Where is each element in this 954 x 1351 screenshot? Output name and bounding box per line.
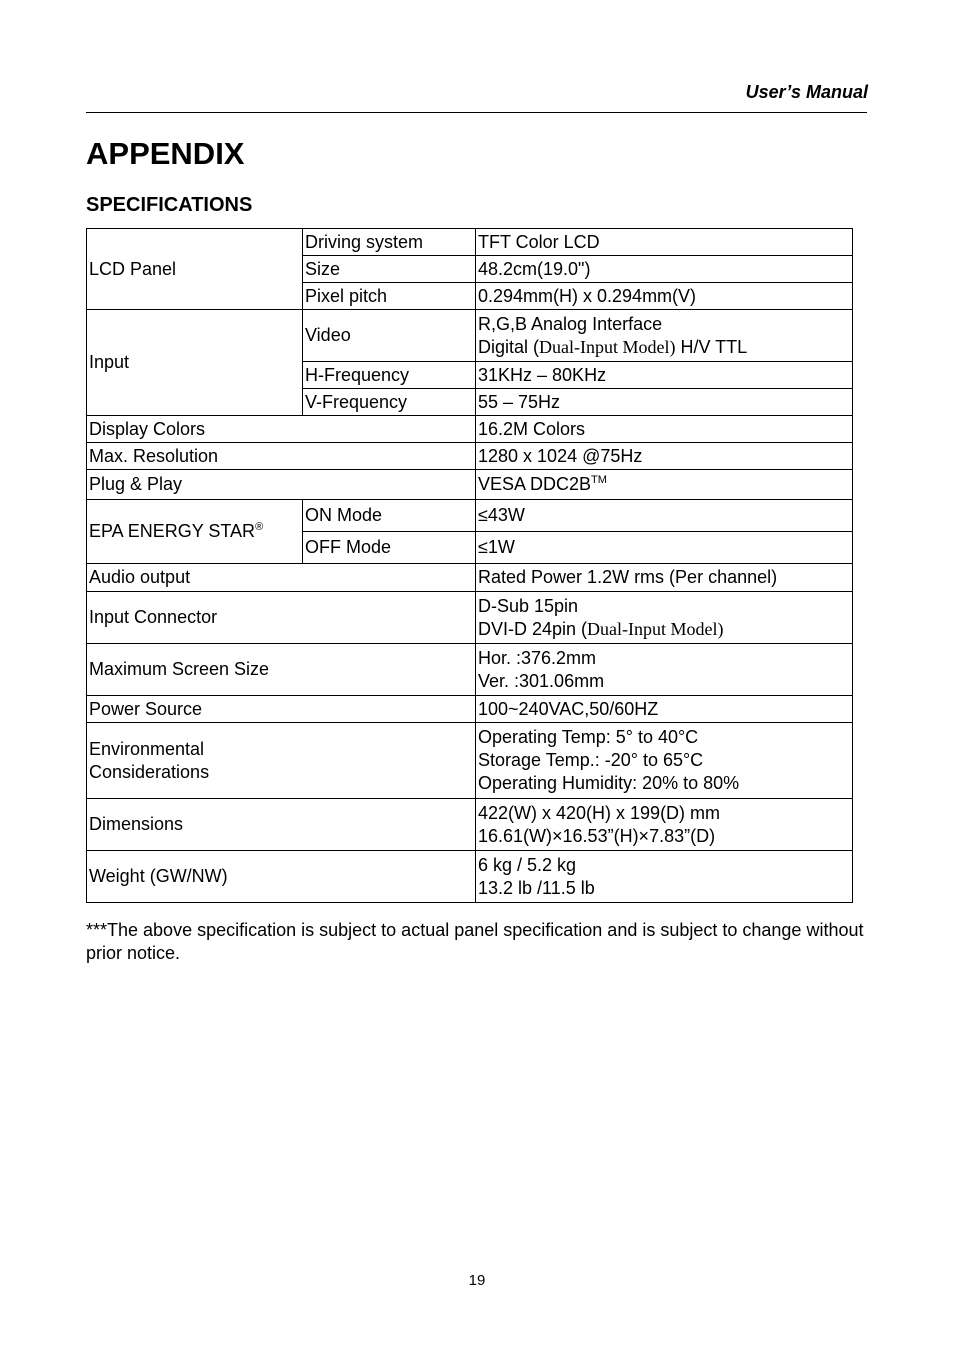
trademark-mark: TM xyxy=(591,474,607,486)
specifications-table xyxy=(86,228,853,903)
value-audio-output: Rated Power 1.2W rms (Per channel) xyxy=(476,564,853,592)
value-weight xyxy=(476,851,853,903)
row-label-plug-play: Plug & Play xyxy=(87,470,476,500)
value-video-line2-prefix: Digital ( xyxy=(478,336,540,357)
table-row xyxy=(87,229,853,256)
value-environmental-line3: Operating Humidity: 20% to 80% xyxy=(478,773,740,793)
table-row xyxy=(87,310,853,362)
table-row xyxy=(87,696,853,723)
footnote-text: The above specification is subject to actual panel specification and is subject to change without prior notice. xyxy=(86,920,864,963)
table-row xyxy=(87,470,853,500)
value-pixel-pitch: 0.294mm(H) x 0.294mm(V) xyxy=(476,283,853,310)
sub-label-video: Video xyxy=(303,310,476,362)
value-max-screen-size xyxy=(476,644,853,696)
sub-label-on-mode: ON Mode xyxy=(303,500,476,532)
section-title: SPECIFICATIONS xyxy=(86,194,253,216)
sub-label-driving-system: Driving system xyxy=(303,229,476,256)
sub-label-h-frequency: H-Frequency xyxy=(303,362,476,389)
value-plug-play xyxy=(476,470,853,500)
header-divider xyxy=(86,112,867,113)
value-max-screen-size-line2: Ver. :301.06mm xyxy=(478,670,605,691)
value-video-line1: R,G,B Analog Interface xyxy=(478,313,663,334)
value-input-connector-line2-prefix: DVI-D 24pin ( xyxy=(478,618,588,639)
value-video-line2-model: Dual-Input Model) xyxy=(539,336,676,357)
row-label-max-resolution: Max. Resolution xyxy=(87,443,476,470)
value-display-colors: 16.2M Colors xyxy=(476,416,853,443)
sub-label-size: Size xyxy=(303,256,476,283)
value-h-frequency: 31KHz – 80KHz xyxy=(476,362,853,389)
value-environmental xyxy=(476,723,853,799)
sub-label-off-mode: OFF Mode xyxy=(303,532,476,564)
table-row xyxy=(87,799,853,851)
value-on-mode: ≤43W xyxy=(476,500,853,532)
value-input-connector-line2-model: Dual-Input Model) xyxy=(587,618,724,639)
row-label-max-screen-size: Maximum Screen Size xyxy=(87,644,476,696)
row-label-environmental-line2: Considerations xyxy=(89,761,210,782)
value-video-line2-suffix: H/V TTL xyxy=(675,336,748,357)
value-video xyxy=(476,310,853,362)
value-driving-system: TFT Color LCD xyxy=(476,229,853,256)
row-label-environmental xyxy=(87,723,476,799)
page-title: APPENDIX xyxy=(86,136,245,171)
table-row xyxy=(87,564,853,592)
value-weight-line2: 13.2 lb /11.5 lb xyxy=(478,877,595,898)
row-label-dimensions: Dimensions xyxy=(87,799,476,851)
value-input-connector-line2 xyxy=(478,618,850,641)
page-number: 19 xyxy=(468,1272,486,1289)
value-input-connector xyxy=(476,592,853,644)
value-off-mode: ≤1W xyxy=(476,532,853,564)
value-weight-line1: 6 kg / 5.2 kg xyxy=(478,854,577,875)
value-environmental-line1: Operating Temp: 5° to 40°C xyxy=(478,727,699,747)
footnote xyxy=(86,919,876,965)
table-row xyxy=(87,723,853,799)
value-power-source: 100~240VAC,50/60HZ xyxy=(476,696,853,723)
footnote-stars: *** xyxy=(86,920,108,940)
value-environmental-line2: Storage Temp.: -20° to 65°C xyxy=(478,750,704,770)
value-input-connector-line1: D-Sub 15pin xyxy=(478,595,579,616)
table-row xyxy=(87,500,853,532)
value-size: 48.2cm(19.0") xyxy=(476,256,853,283)
value-max-resolution: 1280 x 1024 @75Hz xyxy=(476,443,853,470)
energy-star-label-text: EPA ENERGY STAR xyxy=(89,521,256,541)
row-label-power-source: Power Source xyxy=(87,696,476,723)
row-label-audio-output: Audio output xyxy=(87,564,476,592)
sub-label-pixel-pitch: Pixel pitch xyxy=(303,283,476,310)
row-label-energy-star xyxy=(87,500,303,564)
table-row xyxy=(87,592,853,644)
value-max-screen-size-line1: Hor. :376.2mm xyxy=(478,647,597,668)
row-label-environmental-line1: Environmental xyxy=(89,738,205,759)
header-title: User’s Manual xyxy=(745,82,868,102)
row-label-weight: Weight (GW/NW) xyxy=(87,851,476,903)
table-row xyxy=(87,644,853,696)
value-video-line2 xyxy=(478,336,850,359)
registered-mark: ® xyxy=(255,521,264,533)
table-row xyxy=(87,851,853,903)
value-v-frequency: 55 – 75Hz xyxy=(476,389,853,416)
row-label-lcd-panel: LCD Panel xyxy=(87,229,303,310)
value-dimensions-line1: 422(W) x 420(H) x 199(D) mm xyxy=(478,802,721,823)
value-plug-play-text: VESA DDC2B xyxy=(478,474,592,494)
row-label-input: Input xyxy=(87,310,303,416)
row-label-input-connector: Input Connector xyxy=(87,592,476,644)
row-label-display-colors: Display Colors xyxy=(87,416,476,443)
table-row xyxy=(87,416,853,443)
value-dimensions-line2: 16.61(W)×16.53”(H)×7.83”(D) xyxy=(478,825,716,846)
sub-label-v-frequency: V-Frequency xyxy=(303,389,476,416)
value-dimensions xyxy=(476,799,853,851)
table-row xyxy=(87,443,853,470)
